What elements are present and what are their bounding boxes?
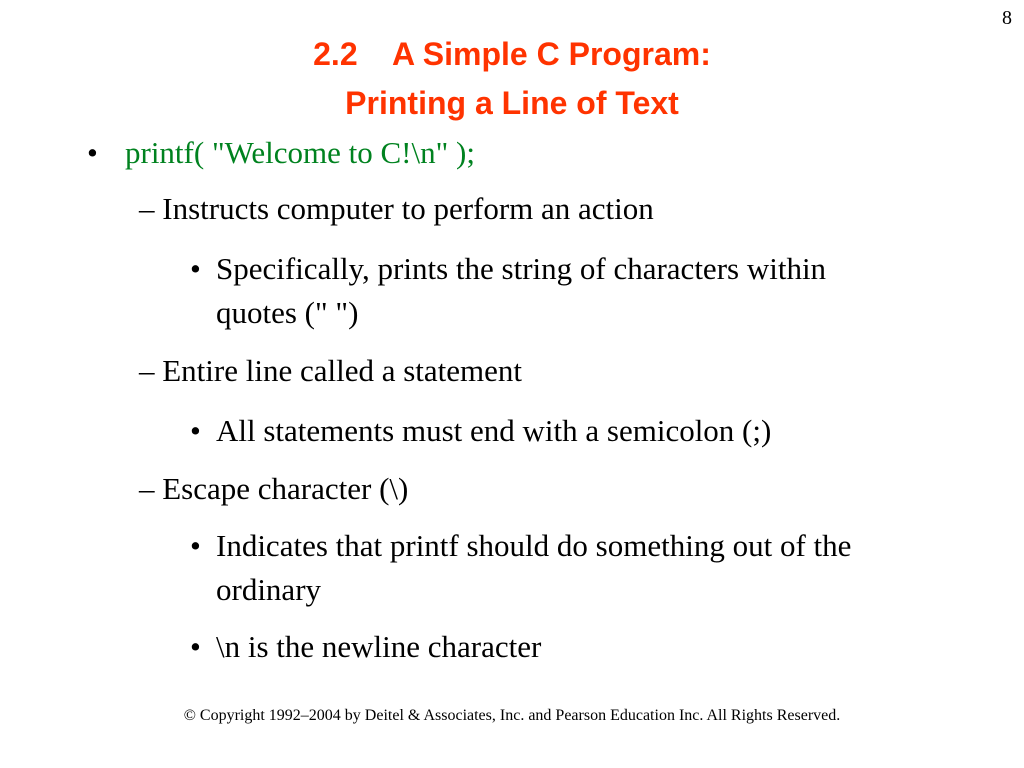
subpoint-3-2 [190,625,946,669]
subpoint-3-2-text: \n is the newline character [216,629,542,664]
subpoint-1-1-text: Specifically, prints the string of characters within quotes (" ") [216,251,827,330]
dash-marker: – [139,471,155,506]
page-number: 8 [1002,7,1012,29]
subpoint-3-1-text: Indicates that printf should do something out of the ordinary [216,528,852,607]
subpoint-1-1 [190,247,906,335]
title-text-line1: A Simple C Program: [391,36,711,72]
slide-title-line2: Printing a Line of Text [345,85,679,121]
subpoint-2-1-text: All statements must end with a semicolon (;) [216,413,772,448]
code-bullet [87,131,475,175]
bullet-marker: • [190,251,201,286]
bullet-marker: • [190,629,201,664]
point-1 [139,187,654,231]
point-2-text: Entire line called a statement [162,353,523,388]
bullet-marker: • [190,413,201,448]
dash-marker: – [139,191,155,226]
point-3-text: Escape character (\) [162,471,409,506]
point-1-text: Instructs computer to perform an action [162,191,654,226]
dash-marker: – [139,353,155,388]
bullet-marker: • [190,528,201,563]
copyright-footer: © Copyright 1992–2004 by Deitel & Associates, Inc. and Pearson Education Inc. All Rights Reserved. [183,707,841,724]
bullet-marker: • [87,135,98,170]
code-bullet-text: printf( "Welcome to C!\n" ); [125,135,475,170]
slide-title-line1 [0,30,1024,79]
section-number: 2.2 [313,36,358,72]
subpoint-2-1 [190,409,976,453]
point-2 [139,349,522,393]
slide-title [0,30,1024,128]
subpoint-3-1 [190,524,946,612]
point-3 [139,467,408,511]
